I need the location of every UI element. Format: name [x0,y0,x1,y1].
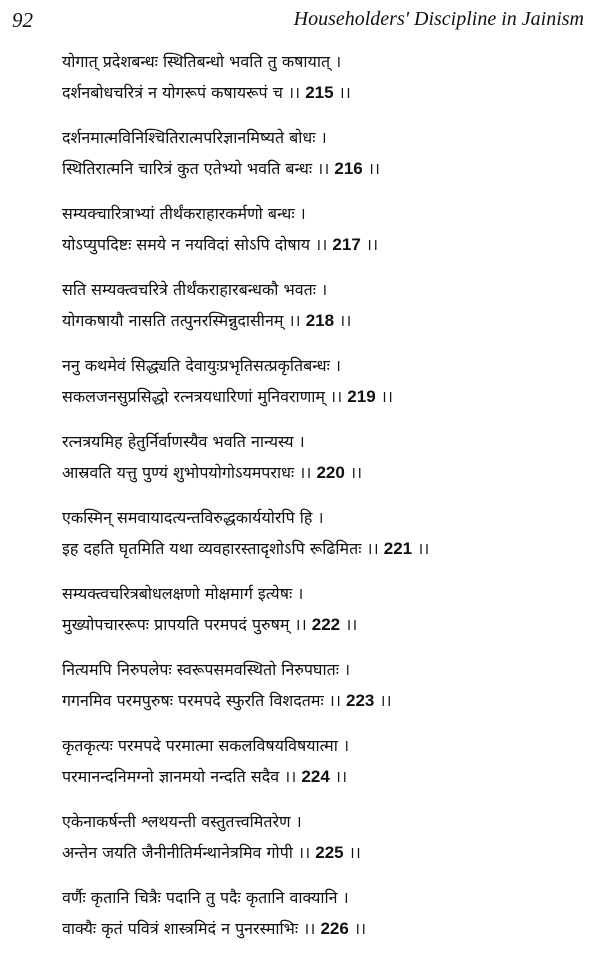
verse-219 [62,350,560,412]
verse-list [62,46,560,958]
verse-line-1: एकस्मिन् समवायादत्यन्तविरुद्धकार्ययोरपि हि । [62,508,324,527]
verse-text: परमानन्दनिमग्नो ज्ञानमयो नन्दति सदैव ।। [62,767,297,786]
verse-line-2 [62,685,560,716]
verse-number: 224 [301,767,330,786]
verse-number: 219 [347,387,376,406]
verse-221 [62,502,560,564]
verse-222 [62,578,560,640]
verse-line-1: वर्णैः कृतानि चित्रैः पदानि तु पदैः कृतानि वाक्यानि । [62,888,349,907]
verse-line-2 [62,457,560,488]
verse-number: 225 [315,843,344,862]
verse-end-mark: ।। [338,83,351,102]
verse-end-mark: ।। [417,539,430,558]
verse-line-2 [62,77,560,108]
verse-number: 226 [320,919,349,938]
verse-223 [62,654,560,716]
verse-line-1: सम्यक्त्वचरित्रबोधलक्षणो मोक्षमार्ग इत्येषः । [62,584,304,603]
verse-text: मुख्योपचाररूपः प्रापयति परमपदं पुरुषम् ।। [62,615,307,634]
verse-220 [62,426,560,488]
running-title: Householders' Discipline in Jainism [293,8,584,30]
verse-line-1: सम्यक्चारित्राभ्यां तीर्थंकराहारकर्मणो बन्धः । [62,204,306,223]
verse-line-1: नित्यमपि निरुपलेपः स्वरूपसमवस्थितो निरुपघातः । [62,660,351,679]
verse-end-mark: ।। [353,919,367,938]
verse-line-1: ननु कथमेवं सिद्ध्यति देवायुःप्रभृतिसत्प्रकृतिबन्धः । [62,356,341,375]
verse-end-mark: ।। [348,843,361,862]
verse-number: 216 [334,159,363,178]
verse-line-2 [62,913,560,944]
verse-line-2 [62,153,560,184]
verse-end-mark: ।। [380,387,393,406]
verse-225 [62,806,560,868]
verse-end-mark: ।। [349,463,363,482]
verse-end-mark: ।। [334,767,348,786]
verse-224 [62,730,560,792]
verse-215 [62,46,560,108]
verse-217 [62,198,560,260]
verse-text: गगनमिव परमपुरुषः परमपदे स्फुरति विशदतमः ।। [62,691,341,710]
verse-text: योगकषायौ नासति तत्पुनरस्मिन्नुदासीनम् ।। [62,311,301,330]
verse-text: आस्रवति यत्तु पुण्यं शुभोपयोगोऽयमपराधः ।। [62,463,312,482]
verse-218 [62,274,560,336]
page-number: 92 [12,8,33,32]
verse-number: 217 [332,235,361,254]
verse-line-2 [62,837,560,868]
verse-end-mark: ।। [367,159,380,178]
verse-line-1: कृतकृत्यः परमपदे परमात्मा सकलविषयविषयात्मा । [62,736,350,755]
verse-number: 220 [316,463,345,482]
verse-number: 223 [345,691,375,710]
verse-text: दर्शनबोधचरित्रं न योगरूपं कषायरूपं च ।। [62,83,301,102]
verse-text: इह दहति घृतमिति यथा व्यवहारस्तादृशोऽपि रूढिमितः ।। [62,539,379,558]
verse-line-2 [62,533,560,564]
page-header [12,8,584,34]
verse-end-mark: ।। [365,235,379,254]
verse-number: 218 [305,311,335,330]
verse-line-2 [62,761,560,792]
verse-text: अन्तेन जयति जैनीनीतिर्मन्थानेत्रमिव गोपी ।। [62,843,311,862]
verse-line-2 [62,229,560,260]
verse-line-1: योगात् प्रदेशबन्धः स्थितिबन्धो भवति तु कषायात् । [62,52,342,71]
verse-number: 222 [311,615,341,634]
verse-number: 221 [383,539,413,558]
verse-end-mark: ।। [379,691,392,710]
verse-line-2 [62,305,560,336]
verse-line-2 [62,609,560,640]
verse-text: योऽप्युपदिष्टः समये न नयविदां सोऽपि दोषाय ।। [62,235,328,254]
verse-line-1: दर्शनमात्मविनिश्चितिरात्मपरिज्ञानमिष्यते बोधः । [62,128,327,147]
verse-end-mark: ।। [339,311,352,330]
verse-number: 215 [305,83,334,102]
verse-226 [62,882,560,944]
verse-216 [62,122,560,184]
verse-text: सकलजनसुप्रसिद्धो रत्नत्रयधारिणां मुनिवराणाम् ।। [62,387,343,406]
verse-line-2 [62,381,560,412]
verse-end-mark: ।। [345,615,358,634]
verse-line-1: रत्नत्रयमिह हेतुर्निर्वाणस्यैव भवति नान्यस्य । [62,432,305,451]
verse-text: स्थितिरात्मनि चारित्रं कुत एतेभ्यो भवति बन्धः ।। [62,159,330,178]
verse-text: वाक्यैः कृतं पवित्रं शास्त्रमिदं न पुनरस्माभिः ।। [62,919,316,938]
verse-line-1: सति सम्यक्त्वचरित्रे तीर्थंकराहारबन्धकौ भवतः । [62,280,328,299]
verse-line-1: एकेनाकर्षन्ती श्लथयन्ती वस्तुतत्त्वमितरेण । [62,812,302,831]
